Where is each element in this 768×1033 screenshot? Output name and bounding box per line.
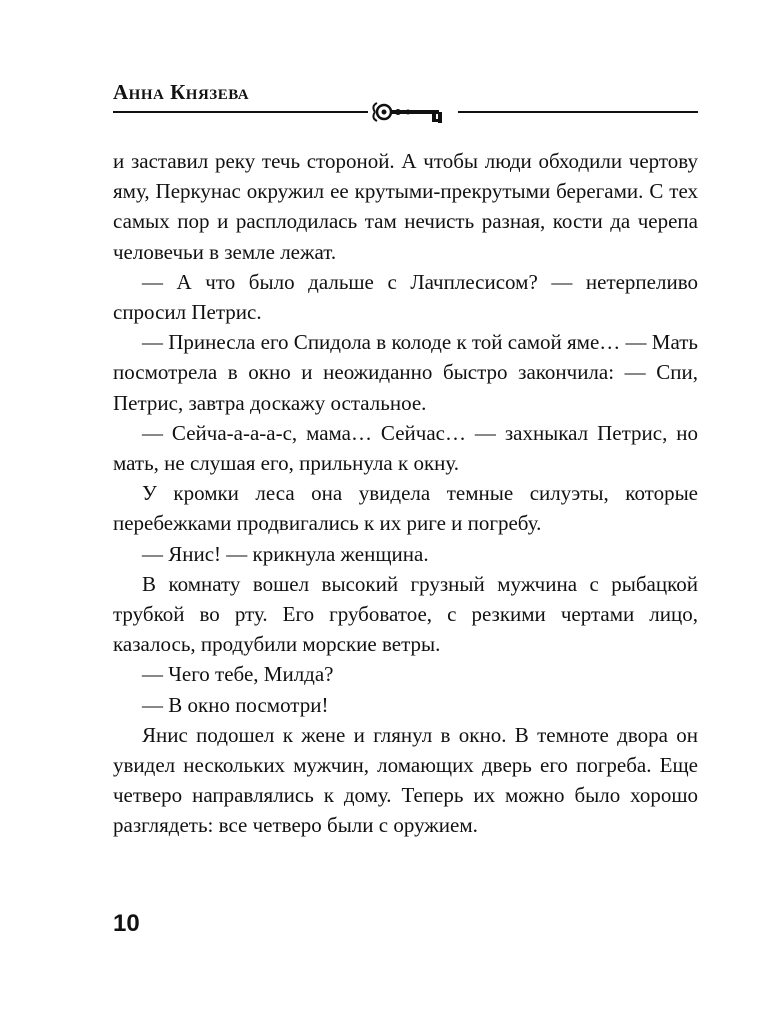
paragraph: — Чего тебе, Милда? — [142, 662, 334, 687]
paragraph: — В окно посмотри! — [142, 692, 329, 717]
paragraph: — А что было дальше с Лачплесисом? — нетерпеливо спросил Петрис. — [113, 269, 698, 325]
paragraph: У кромки леса она увидела темные силуэты, которые перебежками продвигались к их риге и погребу. — [113, 481, 698, 536]
body-text — [113, 146, 698, 841]
paragraph: — Янис! — крикнула женщина. — [142, 541, 429, 566]
paragraph: — Сейча-а-а-а-с, мама… Сейчас… — захныкал Петрис, но мать, не слушая его, прильнула к окну. — [113, 420, 698, 476]
paragraph: — Принесла его Спидола в колоде к той самой яме… — Мать посмотрела в окно и неожиданно быстро закончила: — Спи, Петрис, завтра доскажу остальное. — [113, 330, 698, 415]
paragraph: В комнату вошел высокий грузный мужчина с рыбацкой трубкой во рту. Его грубоватое, с резкими чертами лицо, казалось, продубили морские ветры. — [113, 571, 698, 657]
paragraph: Янис подошел к жене и глянул в окно. В темноте двора он увидел нескольких мужчин, ломающих дверь его погреба. Еще четверо направлялись к дому. Теперь их можно было хорошо разглядеть: все четверо были с оружием. — [113, 722, 698, 838]
page-number: 10 — [113, 910, 140, 937]
running-header — [113, 80, 698, 125]
paragraph: и заставил реку течь стороной. А чтобы люди обходили чертову яму, Перкунас окружил ее крутыми-прекрутыми берегами. С тех самых пор и расплодилась там нечисть разная, кости да черепа человечьи в земле лежат. — [113, 149, 698, 264]
author-name: Анна Князева — [113, 80, 250, 104]
key-icon — [368, 99, 458, 125]
